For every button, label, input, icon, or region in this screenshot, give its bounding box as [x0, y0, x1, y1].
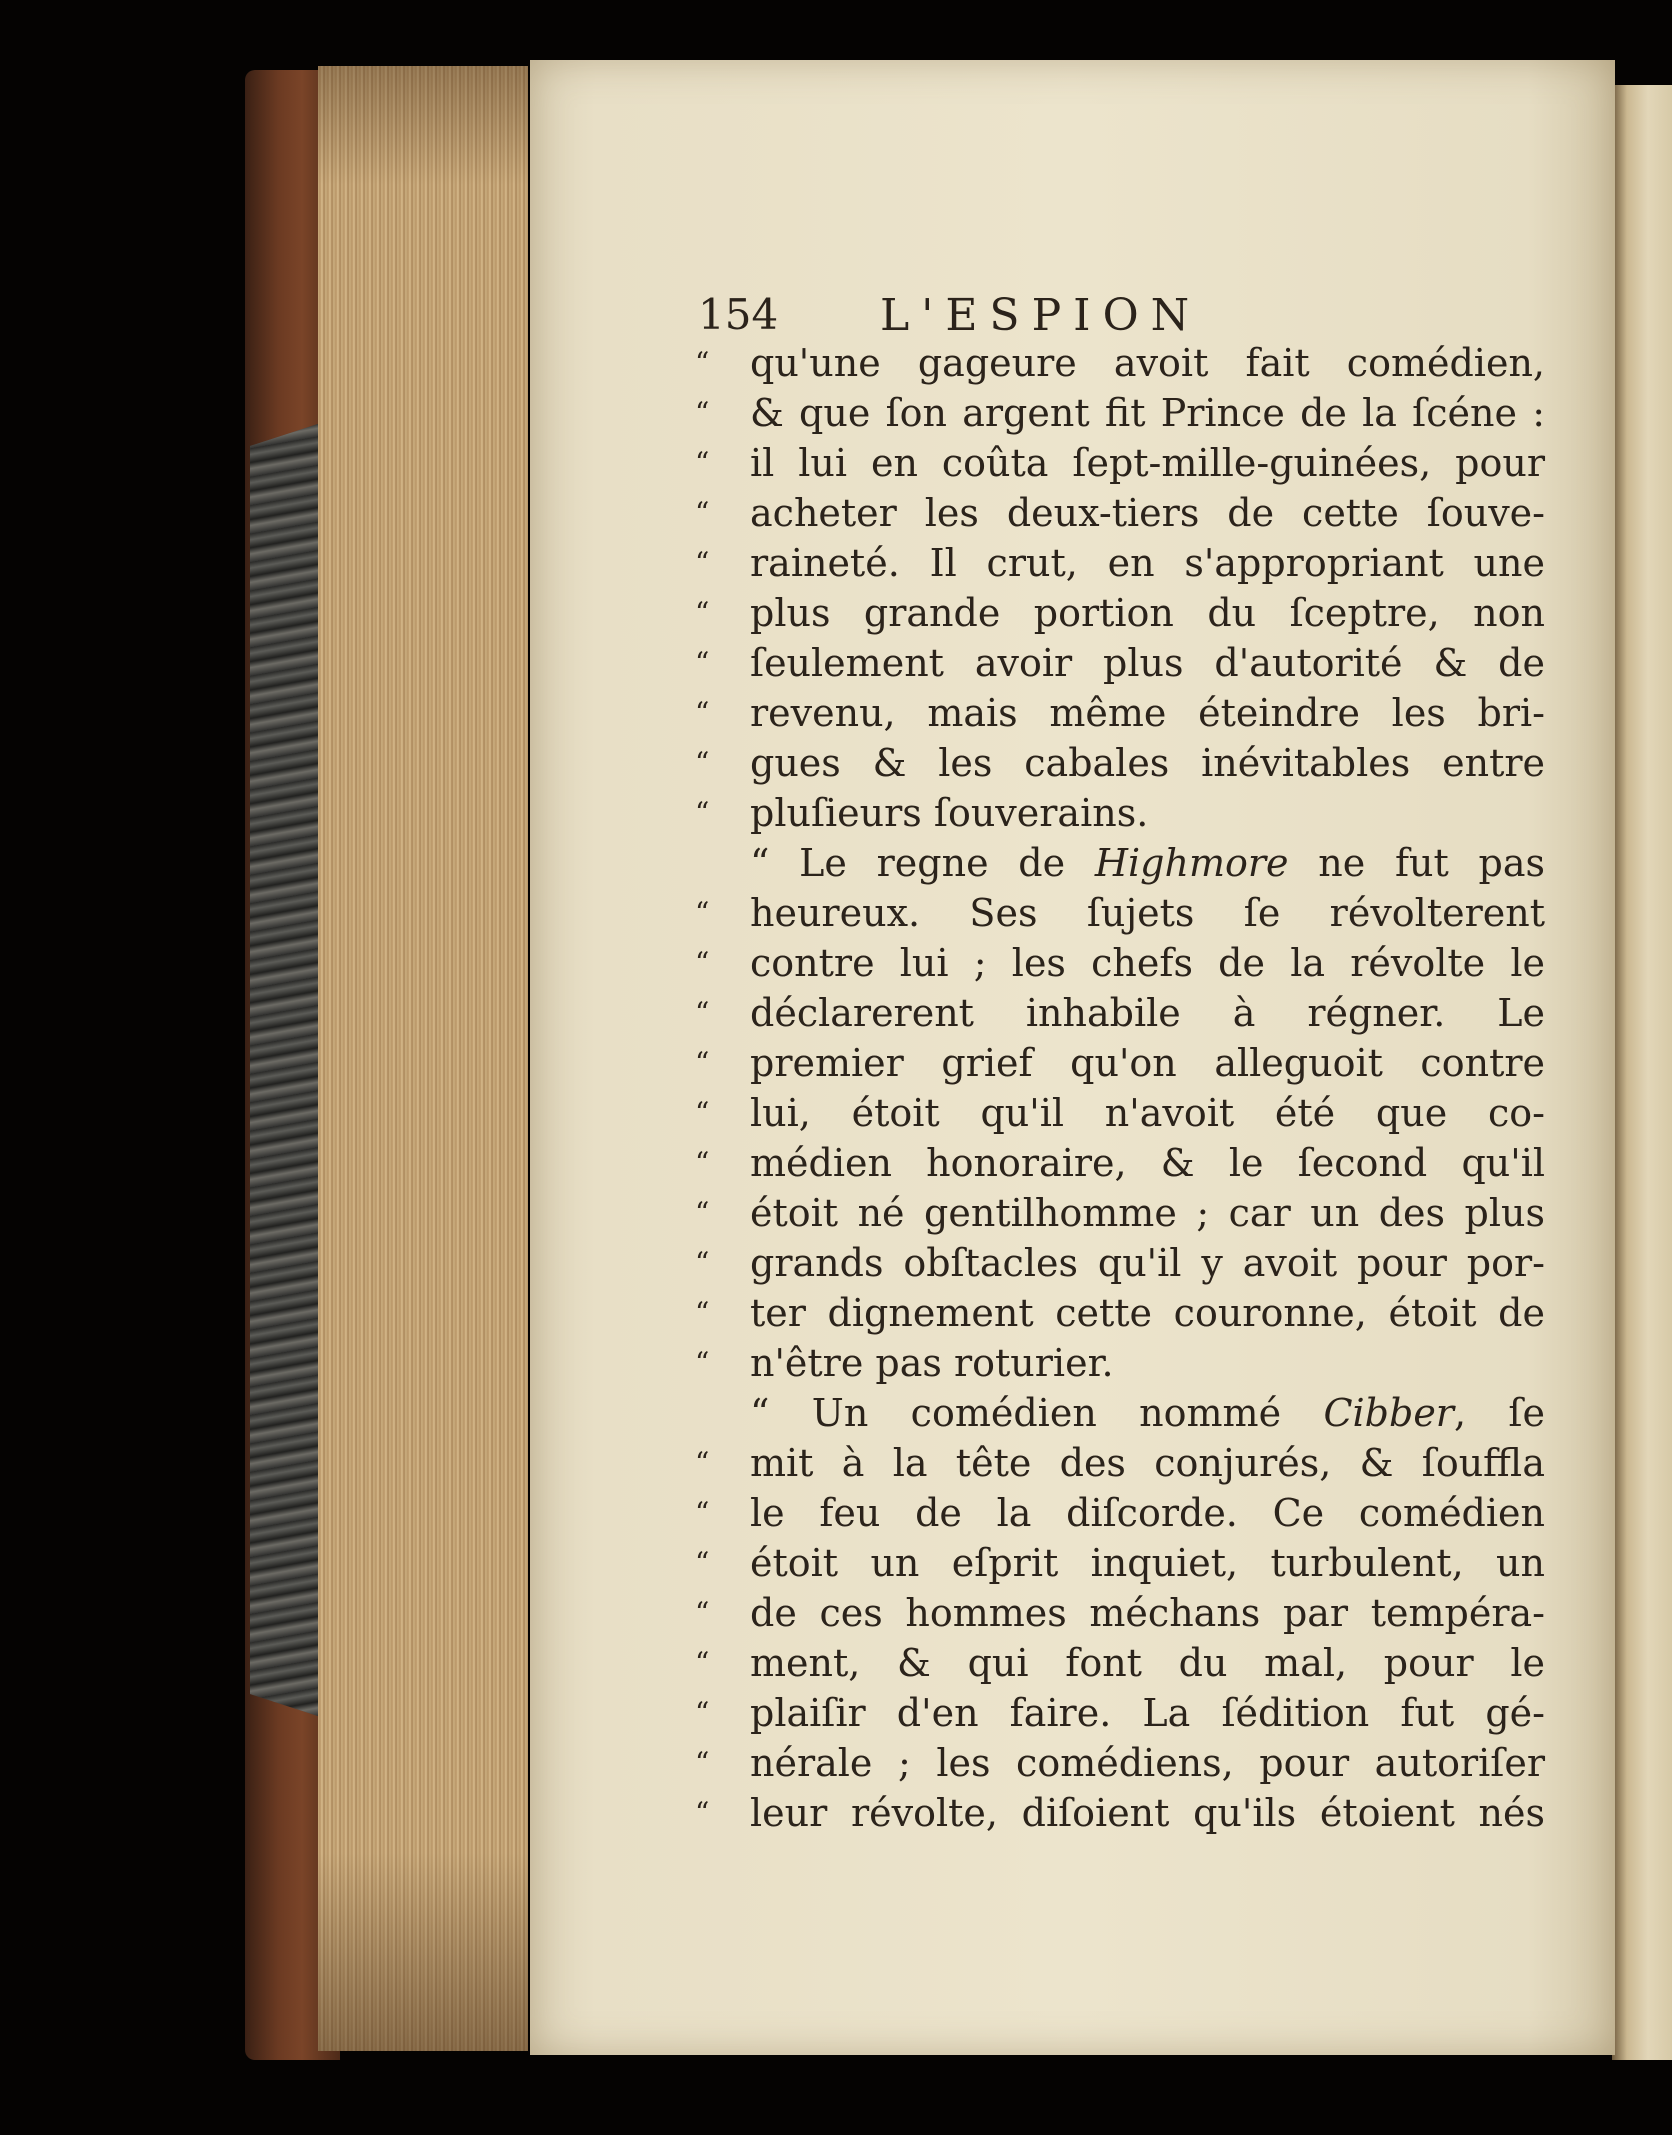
text-line [530, 1088, 1615, 1138]
quotation-mark: “ [695, 1196, 711, 1229]
text-line [530, 1388, 1615, 1438]
quotation-mark: “ [695, 896, 711, 929]
line-text: grands obſtacles qu'il y avoit pour por- [750, 1241, 1545, 1285]
line-text: le feu de la diſcorde. Ce comédien [750, 1491, 1545, 1535]
page-number: 154 [698, 290, 779, 339]
text-line [530, 938, 1615, 988]
text-line [530, 338, 1615, 388]
quotation-mark: “ [695, 696, 711, 729]
quotation-mark: “ [695, 596, 711, 629]
line-text: & que ſon argent fit Prince de la ſcéne : [750, 391, 1545, 435]
running-head: L'ESPION [880, 290, 1202, 341]
quotation-mark: “ [695, 1096, 711, 1129]
quotation-mark: “ [695, 396, 711, 429]
quotation-mark: “ [695, 796, 711, 829]
text-line [530, 888, 1615, 938]
text-line [530, 1188, 1615, 1238]
line-text: étoit un eſprit inquiet, turbulent, un [750, 1541, 1545, 1585]
text-line [530, 1488, 1615, 1538]
text-line [530, 688, 1615, 738]
text-line [530, 1438, 1615, 1488]
line-text: gues & les cabales inévitables entre [750, 741, 1545, 785]
facing-page [1612, 85, 1672, 2060]
quotation-mark: “ [695, 1496, 711, 1529]
quotation-mark: “ [695, 346, 711, 379]
page-block-edges [318, 66, 528, 2051]
quotation-mark: “ [695, 1296, 711, 1329]
line-text: médien honoraire, & le ſecond qu'il [750, 1141, 1545, 1185]
line-text: de ces hommes méchans par tempéra- [750, 1591, 1545, 1635]
line-text: pluſieurs ſouverains. [750, 791, 1149, 835]
text-line [530, 1138, 1615, 1188]
line-text: ment, & qui font du mal, pour le [750, 1641, 1545, 1685]
text-line [530, 1038, 1615, 1088]
text-line [530, 788, 1615, 838]
line-text: heureux. Ses ſujets ſe révolterent [750, 891, 1545, 935]
line-text: mit à la tête des conjurés, & ſouffla [750, 1441, 1545, 1485]
quotation-mark: “ [695, 1446, 711, 1479]
line-text: étoit né gentilhomme ; car un des plus [750, 1191, 1545, 1235]
text-line [530, 1338, 1615, 1388]
text-line [530, 1738, 1615, 1788]
quotation-mark: “ [695, 1246, 711, 1279]
line-text: raineté. Il crut, en s'appropriant une [750, 541, 1545, 585]
quotation-mark: “ [695, 1796, 711, 1829]
quotation-mark: “ [695, 946, 711, 979]
line-text: ter dignement cette couronne, étoit de [750, 1291, 1545, 1335]
quotation-mark: “ [695, 1746, 711, 1779]
text-line [530, 1538, 1615, 1588]
text-line [530, 738, 1615, 788]
line-text: revenu, mais même éteindre les bri- [750, 691, 1545, 735]
quotation-mark: “ [695, 1046, 711, 1079]
text-line [530, 1638, 1615, 1688]
line-text: plus grande portion du ſceptre, non [750, 591, 1545, 635]
line-text: contre lui ; les chefs de la révolte le [750, 941, 1545, 985]
quotation-mark: “ [695, 996, 711, 1029]
text-line [530, 388, 1615, 438]
line-text: il lui en coûta ſept-mille-guinées, pour [750, 441, 1545, 485]
line-text: acheter les deux-tiers de cette ſouve- [750, 491, 1545, 535]
text-line [530, 1788, 1615, 1838]
line-text: “ Le regne de Highmore ne fut pas [750, 841, 1545, 885]
italic-name: Highmore [1094, 841, 1289, 885]
quotation-mark: “ [695, 546, 711, 579]
italic-name: Cibber [1323, 1391, 1454, 1435]
quotation-mark: “ [695, 1146, 711, 1179]
text-line [530, 1238, 1615, 1288]
quotation-mark: “ [695, 746, 711, 779]
line-text: lui, étoit qu'il n'avoit été que co- [750, 1091, 1545, 1135]
text-line [530, 488, 1615, 538]
text-line [530, 1288, 1615, 1338]
text-line [530, 838, 1615, 888]
quotation-mark: “ [695, 446, 711, 479]
quotation-mark: “ [695, 1696, 711, 1729]
text-line [530, 1588, 1615, 1638]
line-text: leur révolte, diſoient qu'ils étoient nés [750, 1791, 1545, 1835]
printed-page [530, 60, 1615, 2055]
line-text: premier grief qu'on alleguoit contre [750, 1041, 1545, 1085]
text-line [530, 988, 1615, 1038]
text-line [530, 538, 1615, 588]
quotation-mark: “ [695, 646, 711, 679]
line-text: n'être pas roturier. [750, 1341, 1114, 1385]
text-line [530, 588, 1615, 638]
quotation-mark: “ [695, 496, 711, 529]
text-line [530, 438, 1615, 488]
line-text: “ Un comédien nommé Cibber, ſe [750, 1391, 1545, 1435]
line-text: déclarerent inhabile à régner. Le [750, 991, 1545, 1035]
line-text: plaiſir d'en faire. La ſédition fut gé- [750, 1691, 1545, 1735]
line-text: nérale ; les comédiens, pour autoriſer [750, 1741, 1545, 1785]
quotation-mark: “ [695, 1546, 711, 1579]
text-line [530, 638, 1615, 688]
quotation-mark: “ [695, 1596, 711, 1629]
text-line [530, 1688, 1615, 1738]
line-text: qu'une gageure avoit fait comédien, [750, 341, 1545, 385]
quotation-mark: “ [695, 1346, 711, 1379]
quotation-mark: “ [695, 1646, 711, 1679]
line-text: ſeulement avoir plus d'autorité & de [750, 641, 1545, 685]
